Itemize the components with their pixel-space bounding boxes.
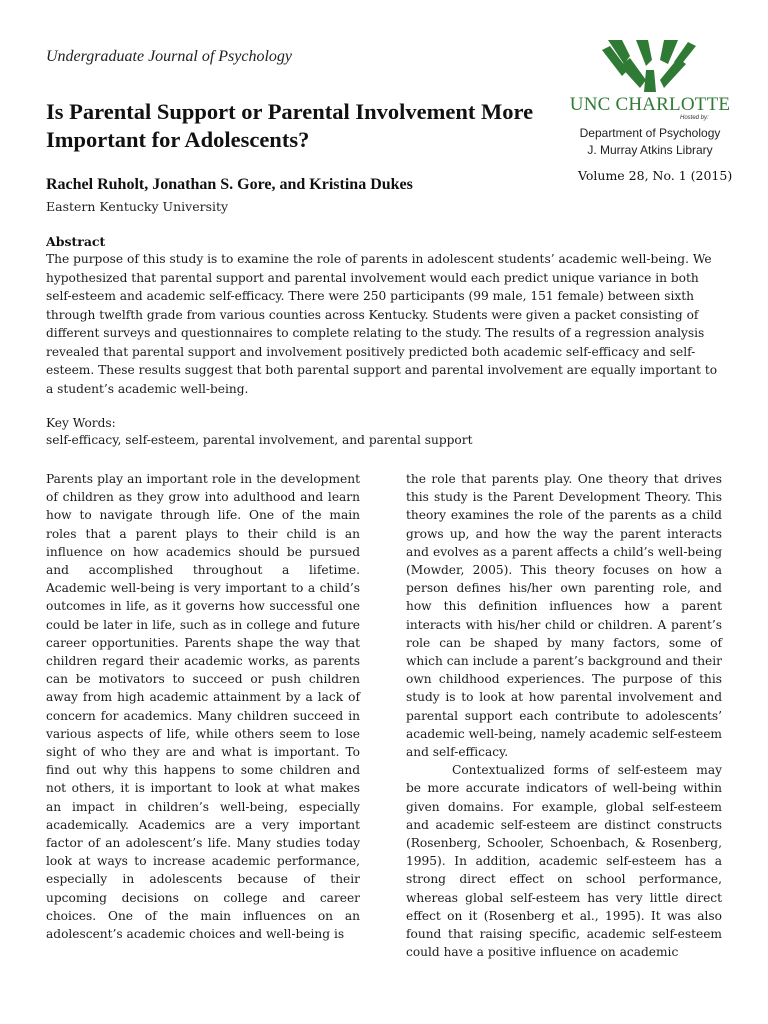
university-name: UNC CHARLOTTE [569, 94, 731, 115]
library-name: J. Murray Atkins Library [587, 143, 713, 157]
keywords-text: self-efficacy, self-esteem, parental involvement, and parental support [46, 433, 473, 447]
body-paragraph: Contextualized forms of self-esteem may be more accurate indicators of well-being within given domains. For example, global self-esteem and academic self-esteem are distinct constructs (Rosenberg, Schooler, Schoenbach, & Rosenberg, 1995). In addition, academic self-esteem has a strong direct effect on school performance, whereas global self-esteem has very little direct effect on it (Rosenberg et al., 1995). It was also found that raising specific, academic self-esteem could have a positive influence on academic [406, 763, 722, 960]
paper-title: Is Parental Support or Parental Involvement More Important for Adolescents? [46, 99, 534, 152]
abstract-heading: Abstract [46, 234, 106, 249]
hosted-by-label: Hosted by: [680, 115, 709, 121]
department-name: Department of Psychology [579, 126, 721, 140]
body-paragraph: the role that parents play. One theory that drives this study is the Parent Development Theory. This theory examines the role of the parents as a child grows up, and how the way the parent interacts and evolves as a parent affects a child’s well-being (Mowder, 2005). This theory focuses on how a person defines his/her own parenting role, and how this definition influences how a parent interacts with his/her child or children. A parent’s role can be shaped by many factors, some of which can include a parent’s background and their own childhood experiences. The purpose of this study is to look at how parental involvement and parental support each contribute to adolescents’ academic well-being, namely academic self-esteem and self-efficacy. [406, 472, 722, 760]
affiliation: Eastern Kentucky University [46, 199, 229, 214]
crown-logo-icon [600, 36, 700, 94]
journal-name: Undergraduate Journal of Psychology [46, 48, 293, 65]
volume-info: Volume 28, No. 1 (2015) [578, 168, 733, 183]
body-paragraph: Parents play an important role in the development of children as they grow into adulthood and learn how to navigate through life. One of the main roles that a parent plays to their child is an influence on how academics should be pursued and accomplished throughout a lifetime. Academic well-being is very important to a child’s outcomes in life, as it governs how successful one could be later in life, such as in college and future career opportunities. Parents shape the way that children regard their academic works, as parents can be motivators to succeed or push children away from high academic attainment by a lack of concern for academics. Many children succeed in various aspects of life, while others seem to lose sight of who they are and what is important. To find out why this happens to some children and not others, it is important to look at what makes an impact in children’s well-being, especially academically. Academics are a very important factor of an adolescent’s life. Many studies today look at ways to increase academic performance, especially in adolescents because of their upcoming decisions on college and career choices. One of the main influences on an adolescent’s academic choices and well-being is [46, 472, 360, 942]
unc-charlotte-logo [560, 30, 740, 160]
body-column-left [46, 470, 360, 943]
authors: Rachel Ruholt, Jonathan S. Gore, and Kristina Dukes [46, 176, 413, 193]
keywords-heading: Key Words: [46, 416, 116, 430]
abstract-text: The purpose of this study is to examine the role of parents in adolescent students’ academic well-being. We hypothesized that parental support and parental involvement would each predict unique variance in both self-esteem and academic self-efficacy. There were 250 participants (99 male, 151 female) between sixth through twelfth grade from various counties across Kentucky. Students were given a packet consisting of different surveys and questionnaires to complete relating to the study. The results of a regression analysis revealed that parental support and involvement positively predicted both academic self-efficacy and self-esteem. These results suggest that both parental support and parental involvement are equally important to a student’s academic well-being. [46, 252, 718, 396]
body-column-right [406, 470, 722, 961]
